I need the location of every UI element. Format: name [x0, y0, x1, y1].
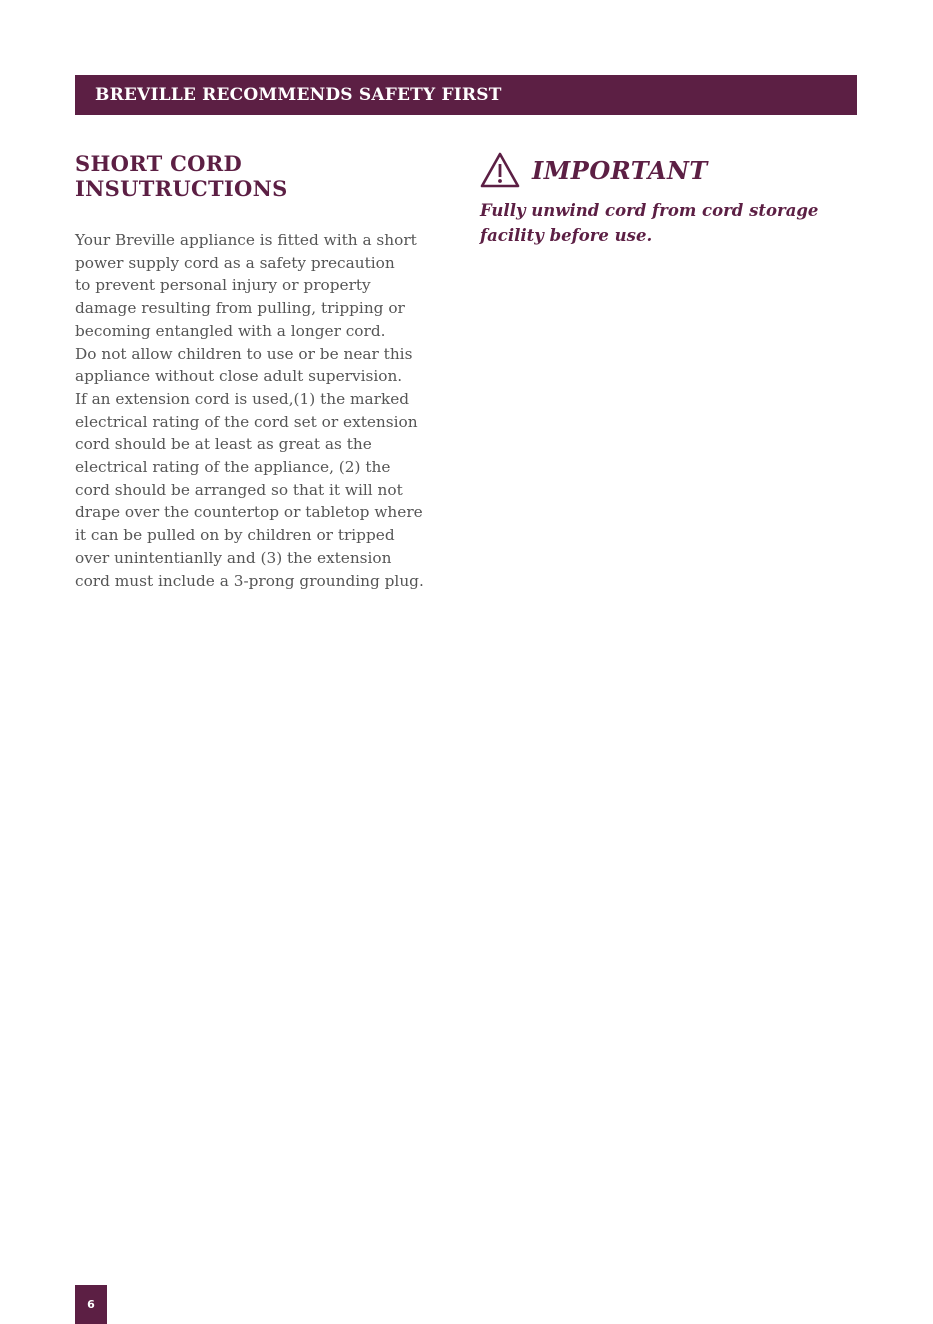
body-line: damage resulting from pulling, tripping or — [75, 299, 405, 318]
body-line: becoming entangled with a longer cord. — [75, 321, 386, 340]
body-line: it can be pulled on by children or tripped — [75, 526, 395, 545]
short-cord-title-line: SHORT CORD — [75, 151, 242, 176]
page-number-text: 6 — [87, 1298, 95, 1311]
warning-triangle-icon — [480, 152, 520, 188]
important-text — [480, 198, 860, 248]
body-line: electrical rating of the cord set or extension — [75, 412, 418, 431]
body-line: over unintentianlly and (3) the extension — [75, 548, 392, 567]
body-line: If an extension cord is used,(1) the marked — [75, 389, 410, 408]
body-line: cord must include a 3-prong grounding plug. — [75, 571, 424, 590]
important-heading — [480, 150, 860, 190]
section-header-title: BREVILLE RECOMMENDS SAFETY FIRST — [95, 85, 502, 105]
important-section — [480, 150, 860, 248]
body-line: cord should be arranged so that it will not — [75, 480, 403, 499]
important-text-line: facility before use. — [480, 226, 653, 245]
short-cord-title-line: INSUTRUCTIONS — [75, 176, 288, 201]
body-line: drape over the countertop or tabletop where — [75, 503, 423, 522]
body-line: Do not allow children to use or be near this — [75, 344, 413, 363]
section-header-bar — [75, 75, 857, 115]
body-line: power supply cord as a safety precaution — [75, 253, 395, 272]
body-line: appliance without close adult supervision. — [75, 367, 403, 386]
important-label: IMPORTANT — [532, 155, 708, 185]
body-line: cord should be at least as great as the — [75, 435, 372, 454]
short-cord-title — [75, 151, 460, 201]
important-text-line: Fully unwind cord from cord storage — [480, 201, 819, 220]
page-number — [75, 1285, 107, 1324]
short-cord-body — [75, 229, 460, 592]
body-line: electrical rating of the appliance, (2) the — [75, 458, 391, 477]
short-cord-section — [75, 151, 460, 592]
body-line: Your Breville appliance is fitted with a short — [75, 231, 417, 249]
body-line: to prevent personal injury or property — [75, 276, 371, 295]
